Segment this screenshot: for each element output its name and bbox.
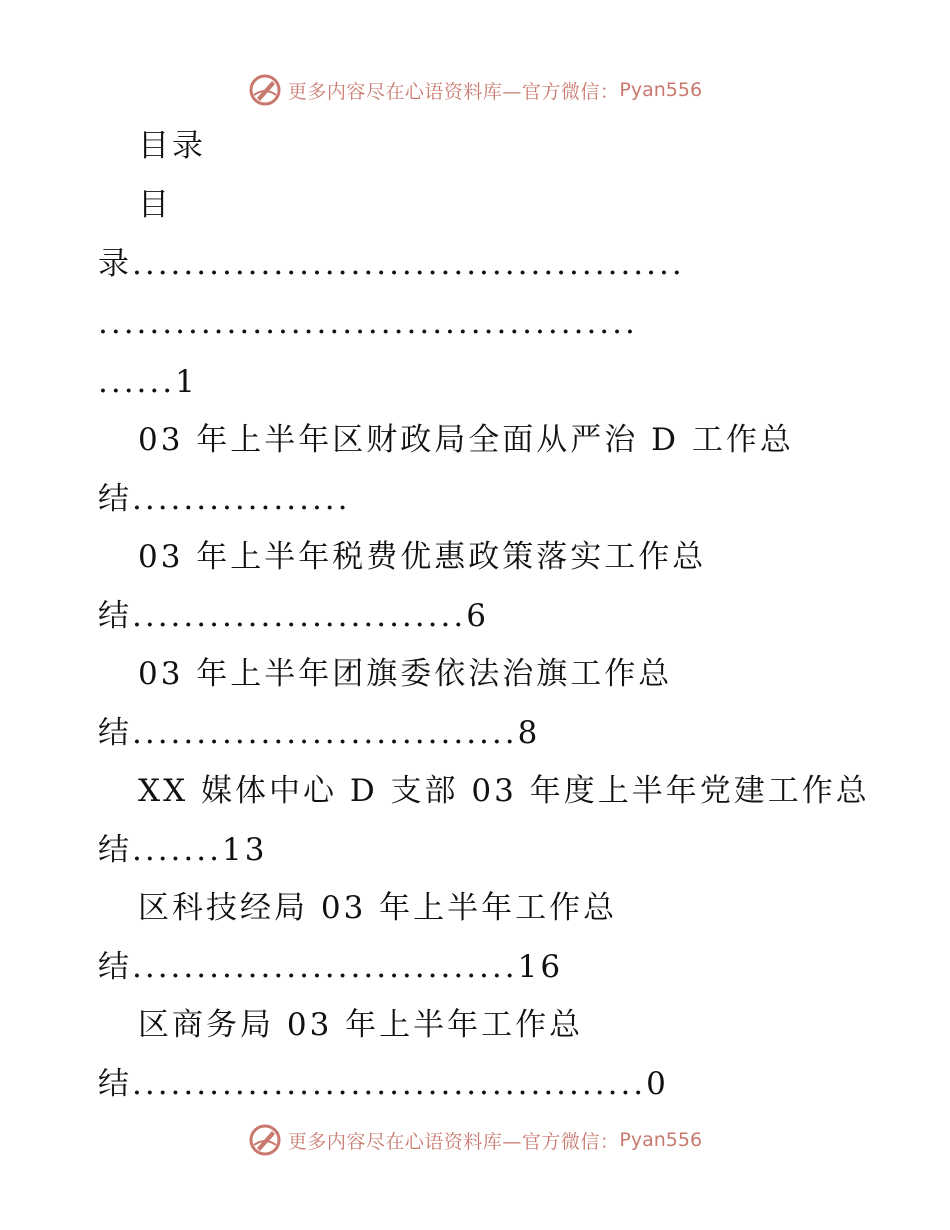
toc-heading: 目录 bbox=[138, 128, 206, 164]
toc-dots: ....... bbox=[132, 832, 222, 868]
toc-self-title-line2: 录 bbox=[98, 246, 132, 282]
toc-page-number: 6 bbox=[466, 598, 489, 634]
watermark-text: 更多内容尽在心语资料库—官方微信： bbox=[287, 80, 620, 103]
watermark-banner-bottom bbox=[0, 1120, 950, 1160]
toc-dots: ...... bbox=[98, 364, 176, 400]
toc-entry-suffix: 结 bbox=[98, 715, 132, 751]
toc-dots: .............................. bbox=[132, 949, 518, 985]
pen-logo-icon bbox=[248, 1123, 282, 1157]
toc-entry-leader bbox=[98, 713, 950, 753]
watermark-id: Pyan556 bbox=[619, 1129, 703, 1151]
toc-page-number: 1 bbox=[175, 364, 198, 400]
toc-dots: .......................... bbox=[132, 598, 467, 634]
toc-entry-leader bbox=[98, 947, 950, 987]
toc-entry-title: 03 年上半年团旗委依法治旗工作总 bbox=[138, 656, 673, 692]
toc-entry-suffix: 结 bbox=[98, 1066, 132, 1102]
toc-entry-suffix: 结 bbox=[98, 832, 132, 868]
toc-self-entry-end bbox=[98, 362, 950, 402]
toc-page-number: 16 bbox=[517, 949, 564, 985]
watermark-id: Pyan556 bbox=[619, 79, 703, 101]
toc-page-number: 8 bbox=[517, 715, 541, 751]
toc-self-title-line1: 目 bbox=[138, 187, 172, 223]
toc-entry-suffix: 结 bbox=[98, 949, 132, 985]
toc-entry-leader bbox=[98, 830, 950, 870]
toc-dots: .............................. bbox=[132, 715, 518, 751]
toc-entry-leader bbox=[98, 479, 950, 519]
toc-entry-title: XX 媒体中心 D 支部 03 年度上半年党建工作总 bbox=[138, 773, 870, 809]
toc-entry-title: 区商务局 03 年上半年工作总 bbox=[138, 1007, 584, 1043]
toc-entry-leader bbox=[98, 596, 950, 636]
watermark-text: 更多内容尽在心语资料库—官方微信： bbox=[287, 1130, 620, 1153]
toc-dots: .......................................... bbox=[98, 305, 638, 341]
toc-entry-title: 03 年上半年区财政局全面从严治 D 工作总 bbox=[138, 422, 794, 458]
toc-dots: ........................................ bbox=[132, 1066, 647, 1102]
toc-entry-suffix: 结 bbox=[98, 598, 132, 634]
toc-entry-title: 03 年上半年税费优惠政策落实工作总 bbox=[138, 539, 707, 575]
toc-self-entry-line bbox=[98, 244, 950, 284]
toc-entry-leader bbox=[98, 1064, 950, 1104]
toc-dots: ................. bbox=[132, 481, 351, 517]
toc-entry-suffix: 结 bbox=[98, 481, 132, 517]
toc-page-number: 0 bbox=[646, 1066, 669, 1102]
toc-dots: ........................................... bbox=[132, 246, 685, 282]
toc-page-number: 13 bbox=[221, 832, 268, 868]
toc-entry-title: 区科技经局 03 年上半年工作总 bbox=[138, 890, 618, 926]
